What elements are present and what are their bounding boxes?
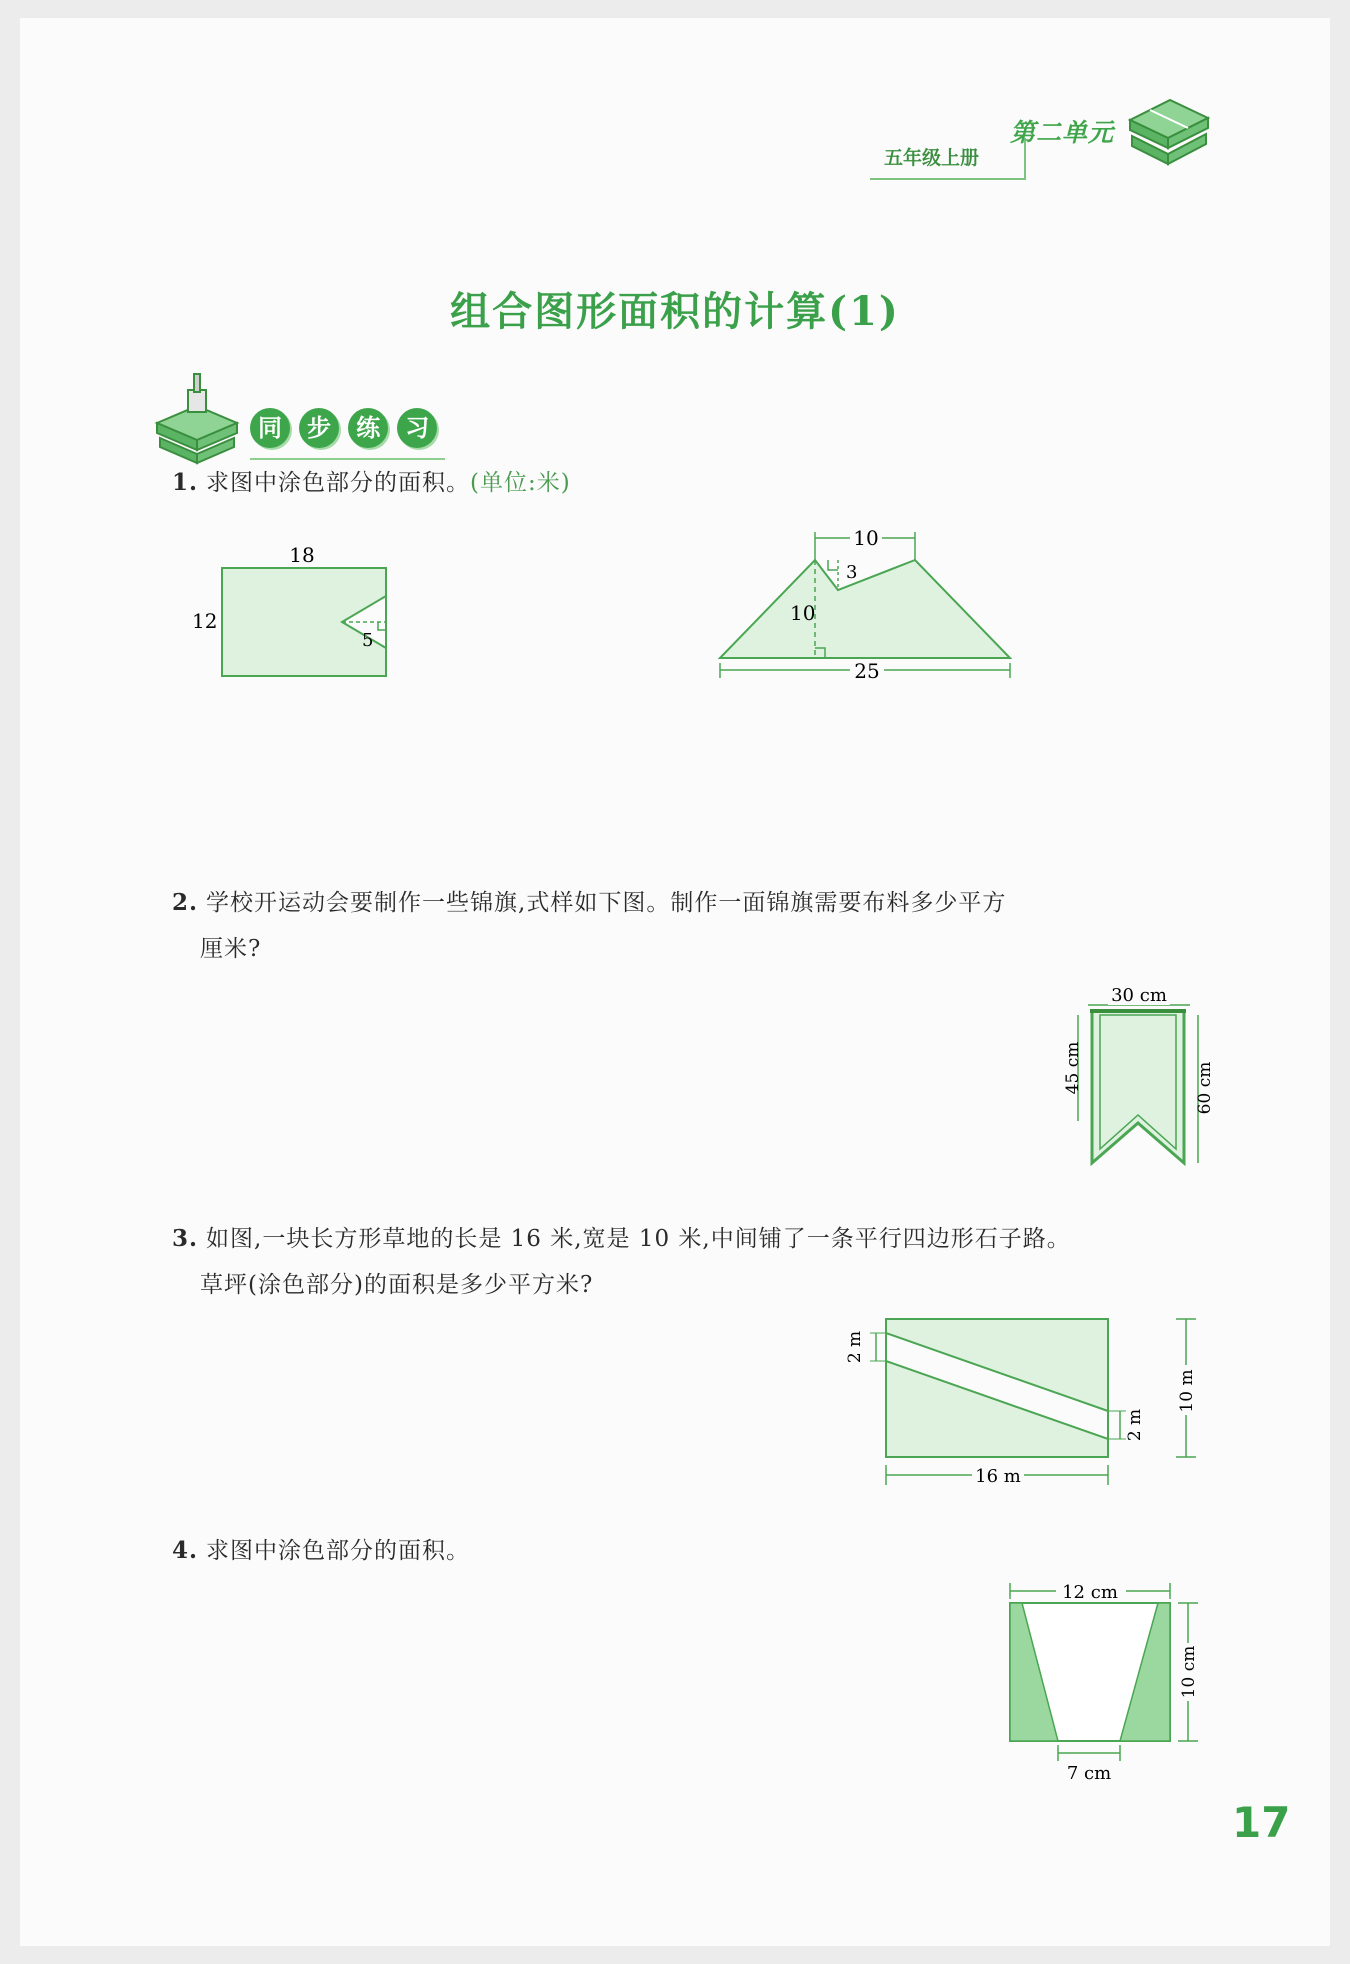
label-18: 18 <box>289 543 315 567</box>
label-10m: 10 m <box>1177 1369 1197 1413</box>
label-top-10: 10 <box>853 526 879 550</box>
badge-char: 练 <box>348 408 388 448</box>
question-number: 2. <box>172 889 199 916</box>
figure-3-lawn <box>830 1293 1210 1493</box>
badge-char: 习 <box>397 408 437 448</box>
section-badge <box>250 408 441 448</box>
label-16m: 16 m <box>975 1466 1021 1487</box>
label-12cm: 12 cm <box>1062 1582 1118 1603</box>
figure-1a <box>190 538 430 688</box>
label-left-2m: 2 m <box>845 1330 865 1364</box>
question-number: 4. <box>172 1537 199 1564</box>
figure-4 <box>980 1573 1220 1793</box>
label-right-2m: 2 m <box>1125 1408 1145 1442</box>
question-2 <box>172 880 1212 972</box>
grade-label: 五年级上册 <box>870 138 1026 180</box>
workbook-page <box>20 18 1330 1946</box>
page-number: 17 <box>1232 1798 1291 1847</box>
question-text: 求图中涂色部分的面积。 <box>206 1538 471 1564</box>
question-4 <box>172 1528 1212 1574</box>
shaded-region <box>222 568 386 676</box>
question-1 <box>172 460 1212 506</box>
label-3: 3 <box>846 562 858 583</box>
question-text: 求图中涂色部分的面积。 <box>206 470 471 496</box>
label-60cm: 60 cm <box>1195 1061 1215 1115</box>
figure-1b <box>710 508 1040 688</box>
label-12: 12 <box>192 609 218 633</box>
shaded-region <box>720 560 1010 658</box>
badge-char: 同 <box>250 408 290 448</box>
label-10cm: 10 cm <box>1179 1645 1199 1699</box>
question-text-line1: 学校开运动会要制作一些锦旗,式样如下图。制作一面锦旗需要布料多少平方 <box>206 890 1007 916</box>
figure-2-pennant <box>1050 973 1220 1183</box>
question-text-line1: 如图,一块长方形草地的长是 16 米,宽是 10 米,中间铺了一条平行四边形石子路。 <box>206 1226 1071 1252</box>
label-25: 25 <box>854 659 880 683</box>
question-number: 1. <box>172 469 199 496</box>
pennant-shape <box>1092 1011 1184 1163</box>
stacked-books-icon <box>152 368 247 468</box>
badge-char: 步 <box>299 408 339 448</box>
label-7cm: 7 cm <box>1066 1763 1112 1784</box>
label-45cm: 45 cm <box>1063 1041 1083 1095</box>
unit-note: (单位:米) <box>470 470 571 496</box>
label-5: 5 <box>362 630 374 651</box>
page-title: 组合图形面积的计算(1) <box>450 288 900 335</box>
label-height-10: 10 <box>790 601 816 625</box>
question-text-line2: 厘米? <box>200 936 262 962</box>
question-number: 3. <box>172 1225 199 1252</box>
question-text-line2: 草坪(涂色部分)的面积是多少平方米? <box>200 1272 594 1298</box>
unit-label: 第二单元 <box>1010 118 1115 147</box>
books-icon <box>1120 90 1212 170</box>
label-30cm: 30 cm <box>1111 985 1167 1006</box>
